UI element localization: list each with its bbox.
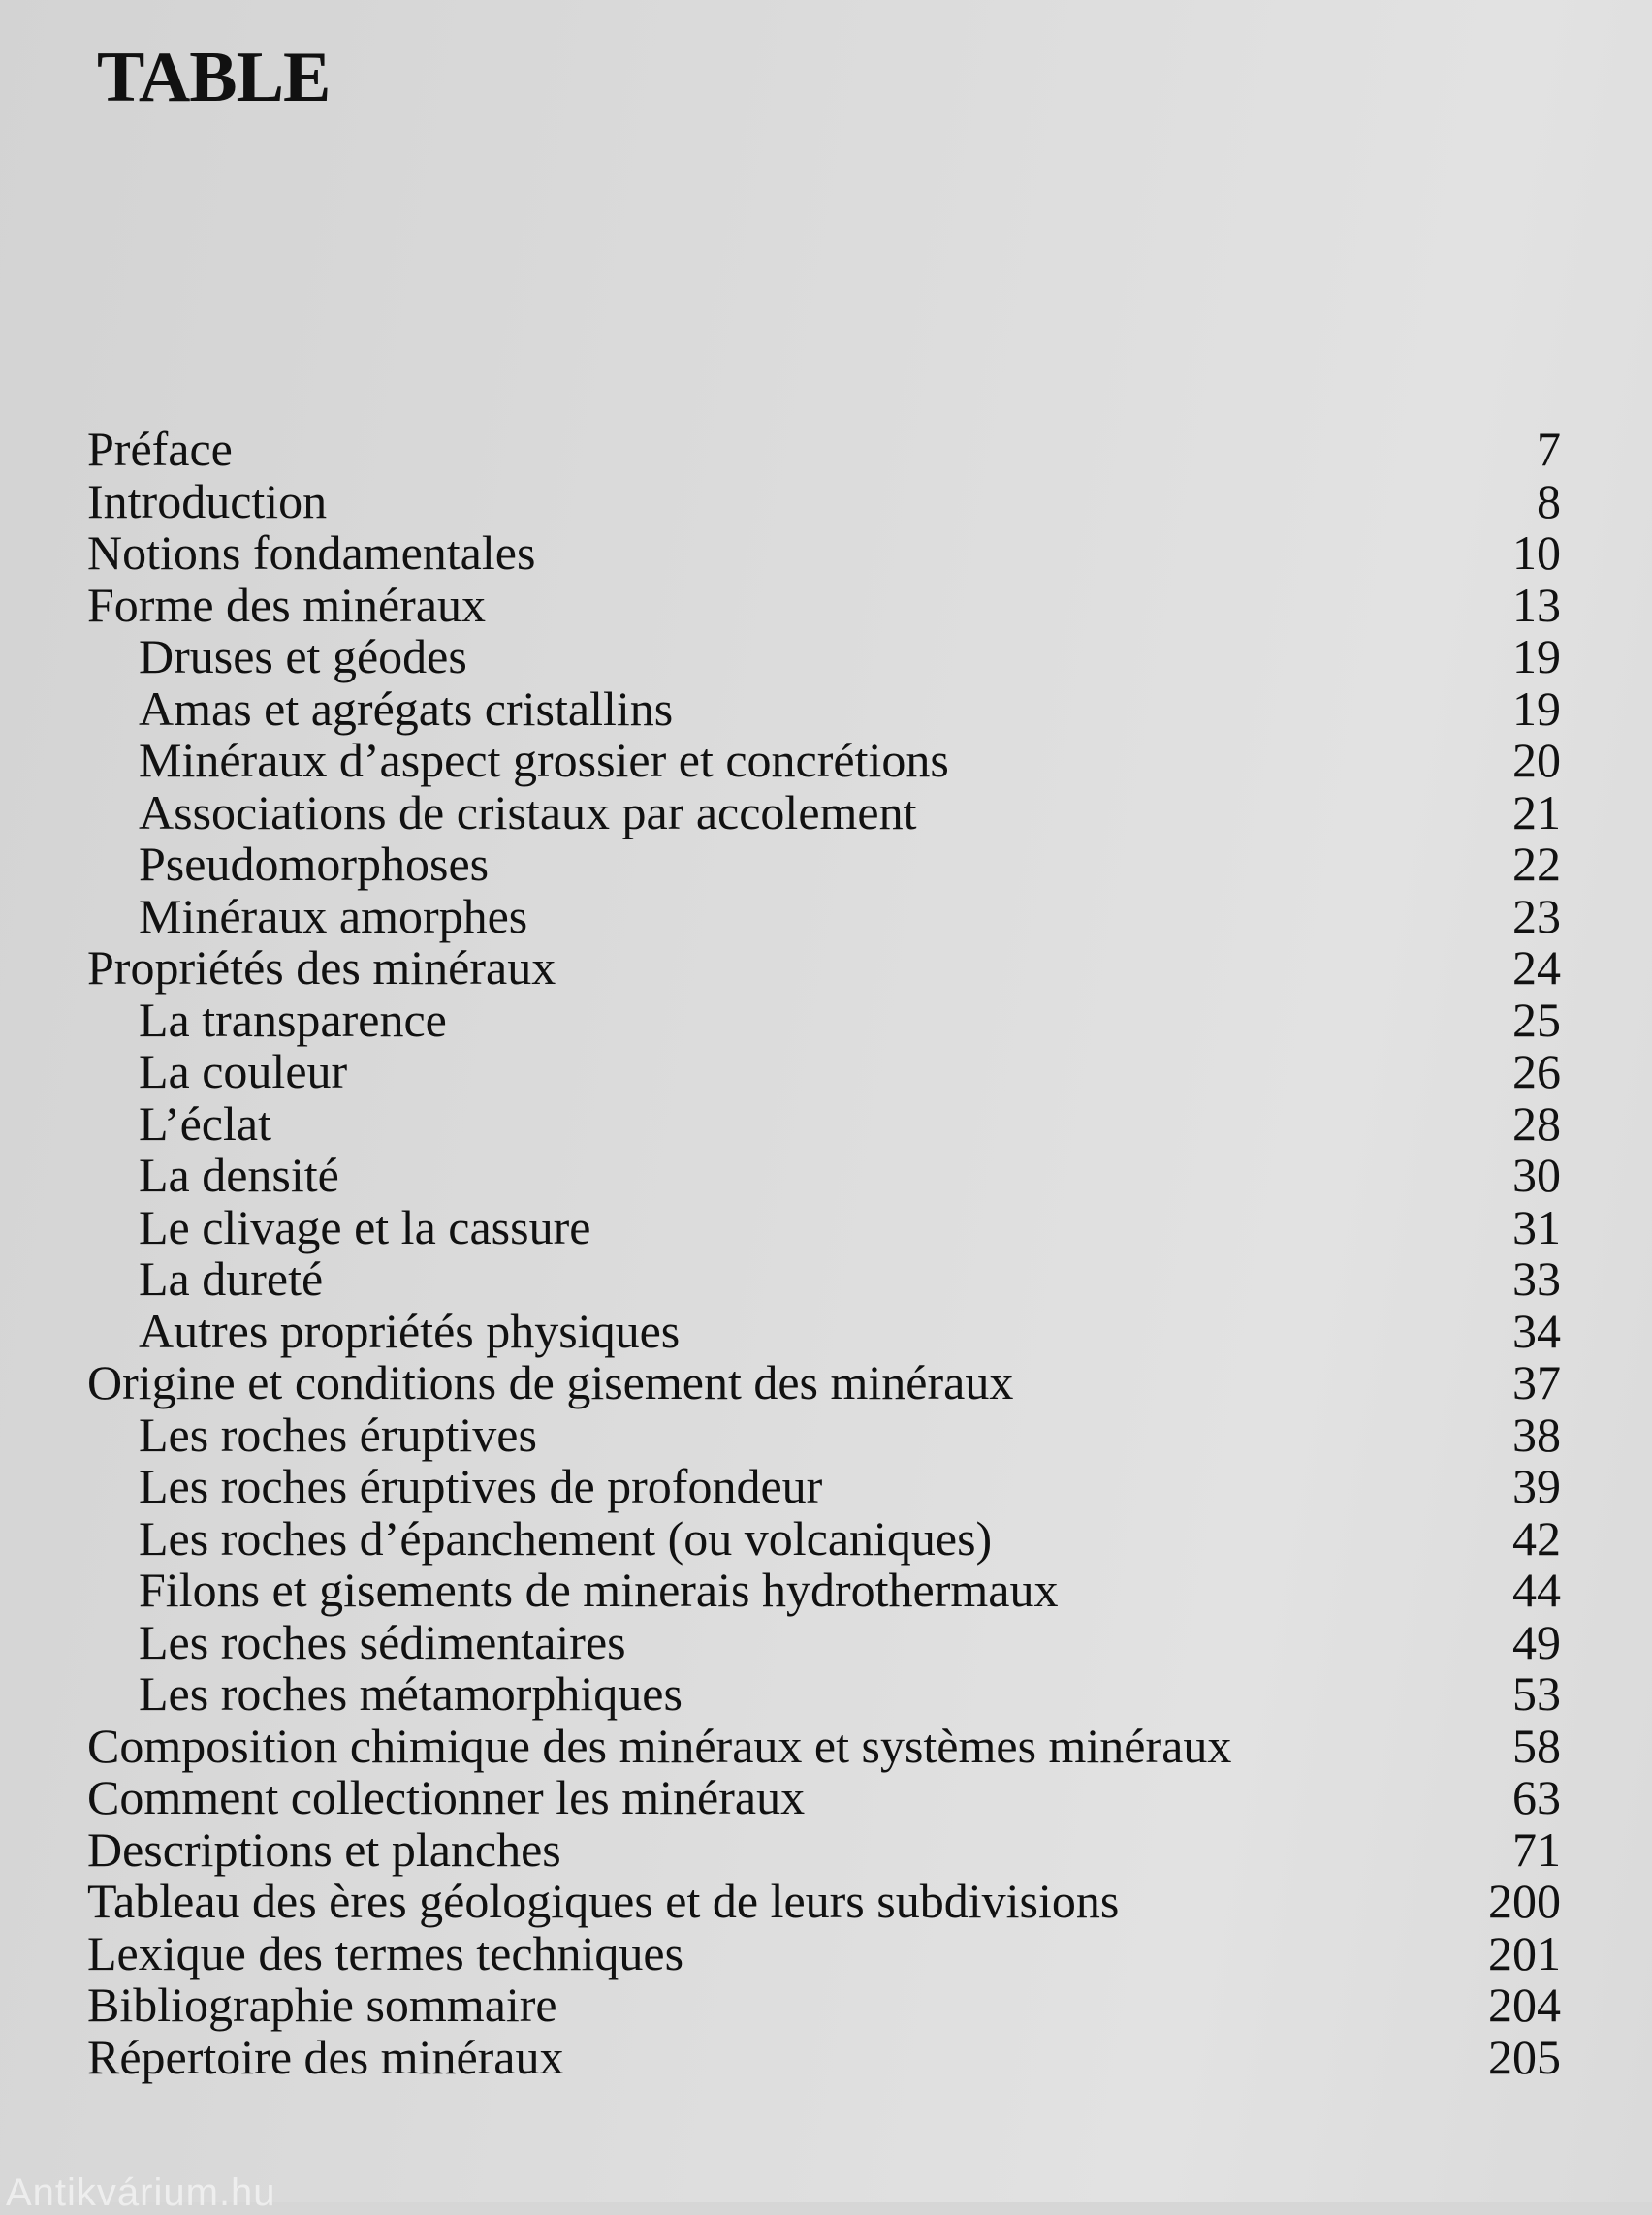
toc-entry xyxy=(87,1821,1561,1877)
toc-entry-title: Introduction xyxy=(87,473,328,528)
toc-entry-title: Minéraux amorphes xyxy=(139,888,528,943)
toc-entry xyxy=(87,1046,1561,1098)
toc-entry-page-number: 42 xyxy=(1512,1510,1561,1566)
toc-entry-page-number: 19 xyxy=(1512,629,1561,683)
watermark: Antikvárium.hu xyxy=(6,2171,276,2214)
toc-entry-title: Notions fondamentales xyxy=(87,525,536,580)
toc-entry xyxy=(87,992,1561,1047)
toc-entry xyxy=(87,1925,1561,1980)
toc-entry-page-number: 25 xyxy=(1512,992,1561,1047)
toc-entry xyxy=(87,2029,1561,2084)
toc-entry xyxy=(87,527,1561,580)
toc-entry-page-number: 44 xyxy=(1512,1563,1561,1617)
toc-entry-title: La transparence xyxy=(139,992,447,1047)
toc-entry-page-number: 10 xyxy=(1512,525,1561,580)
toc-entry-title: Origine et conditions de gisement des minéraux xyxy=(87,1355,1014,1409)
toc-entry-page-number: 26 xyxy=(1512,1044,1561,1098)
toc-entry xyxy=(87,1461,1561,1513)
toc-entry xyxy=(87,680,1561,736)
toc-entry xyxy=(87,839,1561,891)
toc-entry xyxy=(87,577,1561,632)
toc-entry-title: La densité xyxy=(139,1148,339,1202)
toc-entry xyxy=(87,1668,1561,1721)
toc-entry-title: Bibliographie sommaire xyxy=(87,1978,557,2032)
toc-entry-title: Filons et gisements de minerais hydrothermaux xyxy=(139,1563,1059,1617)
toc-entry xyxy=(87,1199,1561,1254)
toc-entry-title: Forme des minéraux xyxy=(87,577,487,632)
toc-entry xyxy=(87,1095,1561,1151)
toc-entry-title: Autres propriétés physiques xyxy=(139,1303,681,1358)
page-title: TABLE xyxy=(97,38,331,117)
toc-entry-page-number: 53 xyxy=(1512,1666,1561,1721)
toc-entry xyxy=(87,1718,1561,1773)
toc-entry xyxy=(87,631,1561,683)
toc-entry-title: Amas et agrégats cristallins xyxy=(139,680,674,736)
toc-entry-page-number: 37 xyxy=(1512,1355,1561,1409)
toc-entry xyxy=(87,1303,1561,1358)
toc-entry-page-number: 39 xyxy=(1512,1459,1561,1513)
toc-entry-page-number: 204 xyxy=(1488,1978,1561,2032)
toc-entry xyxy=(87,424,1561,476)
toc-entry-page-number: 201 xyxy=(1488,1925,1561,1980)
toc-entry-title: Préface xyxy=(87,422,233,476)
toc-entry-page-number: 71 xyxy=(1512,1821,1561,1877)
toc-entry-title: Les roches d’épanchement (ou volcaniques) xyxy=(139,1510,993,1566)
toc-entry-page-number: 30 xyxy=(1512,1148,1561,1202)
toc-entry xyxy=(87,1979,1561,2032)
toc-entry-page-number: 34 xyxy=(1512,1303,1561,1358)
toc-entry-page-number: 13 xyxy=(1512,577,1561,632)
toc-entry-title: La dureté xyxy=(139,1251,324,1306)
toc-entry xyxy=(87,1150,1561,1202)
toc-entry-title: Les roches métamorphiques xyxy=(139,1666,683,1721)
toc-entry-page-number: 21 xyxy=(1512,784,1561,839)
toc-entry-page-number: 58 xyxy=(1512,1718,1561,1773)
toc-entry-title: Pseudomorphoses xyxy=(139,837,490,891)
toc-entry xyxy=(87,888,1561,943)
toc-entry-title: Propriétés des minéraux xyxy=(87,940,556,995)
toc-entry-page-number: 22 xyxy=(1512,837,1561,891)
toc-entry-page-number: 33 xyxy=(1512,1251,1561,1306)
toc-entry xyxy=(87,473,1561,528)
toc-entry xyxy=(87,1253,1561,1306)
toc-entry-title: Les roches éruptives de profondeur xyxy=(139,1459,823,1513)
toc-entry-title: Les roches éruptives xyxy=(139,1407,537,1462)
toc-entry xyxy=(87,1772,1561,1824)
toc-entry-page-number: 38 xyxy=(1512,1407,1561,1462)
toc-entry-page-number: 7 xyxy=(1537,422,1561,476)
toc-entry-title: Druses et géodes xyxy=(139,629,467,683)
toc-entry-title: Composition chimique des minéraux et systèmes minéraux xyxy=(87,1718,1232,1773)
toc-entry-page-number: 19 xyxy=(1512,680,1561,736)
toc-entry-title: Minéraux d’aspect grossier et concrétions xyxy=(139,733,949,787)
toc-entry-title: Descriptions et planches xyxy=(87,1821,561,1877)
toc-entry-title: Lexique des termes techniques xyxy=(87,1925,684,1980)
toc-entry xyxy=(87,1510,1561,1566)
toc-entry xyxy=(87,735,1561,787)
toc-entry-title: Les roches sédimentaires xyxy=(139,1614,626,1669)
toc-entry xyxy=(87,942,1561,995)
toc-entry-title: Comment collectionner les minéraux xyxy=(87,1770,806,1824)
toc-entry-title: Le clivage et la cassure xyxy=(139,1199,591,1254)
toc-entry xyxy=(87,784,1561,839)
toc-entry-page-number: 63 xyxy=(1512,1770,1561,1824)
toc-entry-title: Tableau des ères géologiques et de leurs subdivisions xyxy=(87,1874,1120,1928)
toc-entry-title: L’éclat xyxy=(139,1095,271,1151)
toc-entry xyxy=(87,1876,1561,1928)
toc-entry-title: Associations de cristaux par accolement xyxy=(139,784,917,839)
toc-entry-page-number: 24 xyxy=(1512,940,1561,995)
toc-entry xyxy=(87,1614,1561,1669)
toc-entry-title: La couleur xyxy=(139,1044,348,1098)
toc-entry-page-number: 49 xyxy=(1512,1614,1561,1669)
toc-entry-page-number: 23 xyxy=(1512,888,1561,943)
table-of-contents xyxy=(87,424,1561,2083)
toc-entry-page-number: 20 xyxy=(1512,733,1561,787)
toc-entry-title: Répertoire des minéraux xyxy=(87,2029,564,2084)
toc-entry-page-number: 28 xyxy=(1512,1095,1561,1151)
toc-entry-page-number: 200 xyxy=(1488,1874,1561,1928)
toc-entry xyxy=(87,1409,1561,1462)
toc-entry xyxy=(87,1565,1561,1617)
toc-entry-page-number: 205 xyxy=(1488,2029,1561,2084)
toc-entry-page-number: 8 xyxy=(1537,473,1561,528)
toc-entry-page-number: 31 xyxy=(1512,1199,1561,1254)
toc-entry xyxy=(87,1357,1561,1409)
